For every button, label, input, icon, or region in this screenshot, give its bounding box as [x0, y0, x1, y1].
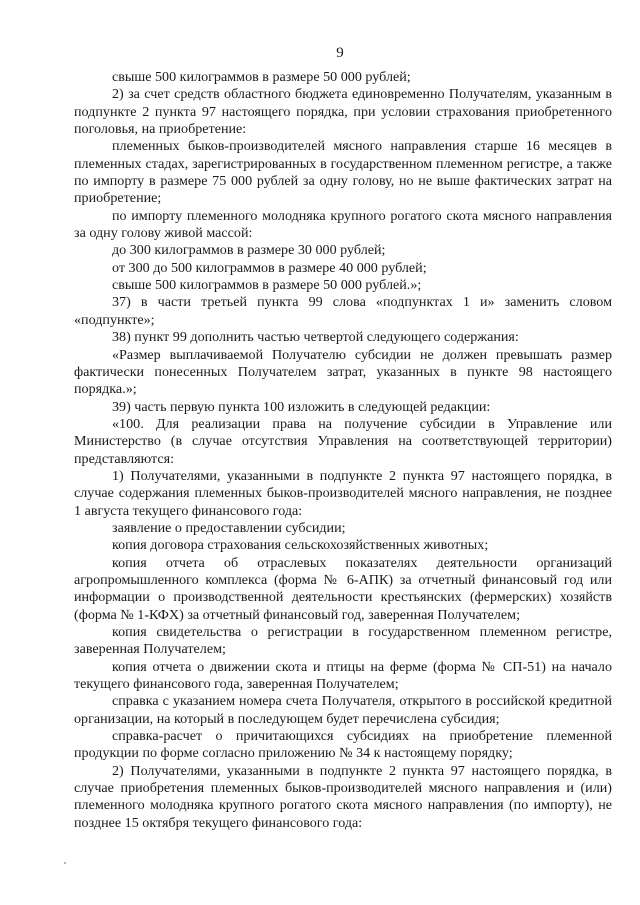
scan-speck [64, 862, 66, 864]
paragraph: 39) часть первую пункта 100 изложить в следующей редакции: [112, 398, 491, 415]
page-number: 9 [336, 45, 344, 61]
paragraph: «100. Для реализации права на получение субсидии в Управление или Министерство (в случае отсутствия Управления на соответствующей территории) представляются: [74, 415, 612, 467]
paragraph: племенных быков-производителей мясного направления старше 16 месяцев в племенных стадах, зарегистрированных в государственном племенном регистре, а также по импорту в размере 75 000 рублей за одну голову, но не выше фактических затрат на приобретение; [74, 138, 612, 207]
paragraph: от 300 до 500 килограммов в размере 40 000 рублей; [112, 259, 427, 276]
paragraph: справка с указанием номера счета Получателя, открытого в российской кредитной организации, на который в последующем будет перечислена субсидия; [74, 693, 612, 727]
paragraph: 1) Получателями, указанными в подпункте 2 пункта 97 настоящего порядка, в случае содержания племенных быков-производителей мясного направления, не позднее 1 августа текущего финансового года: [74, 467, 612, 519]
paragraph: по импорту племенного молодняка крупного рогатого скота мясного направления за одну голову живой массой: [74, 207, 612, 242]
paragraph: 38) пункт 99 дополнить частью четвертой следующего содержания: [112, 329, 519, 346]
paragraph: «Размер выплачиваемой Получателю субсидии не должен превышать размер фактически понесенных Получателем затрат, указанных в пункте 98 настоящего порядка.»; [74, 346, 612, 398]
paragraph: 2) Получателями, указанными в подпункте 2 пункта 97 настоящего порядка, в случае приобретения племенных быков-производителей мясного направления и (или) племенного молодняка крупного рогатого скота мясного направления (по импорту), не позднее 15 октября текущего финансового года: [74, 762, 612, 831]
paragraph: свыше 500 килограммов в размере 50 000 рублей.»; [112, 277, 422, 294]
paragraph: свыше 500 килограммов в размере 50 000 рублей; [112, 69, 411, 85]
paragraph: до 300 килограммов в размере 30 000 рублей; [112, 242, 386, 259]
paragraph: 2) за счет средств областного бюджета единовременно Получателям, указанным в подпункте 2 пункта 97 настоящего порядка, при условии страхования приобретенного поголовья, на приобретение: [74, 86, 612, 138]
paragraph: копия отчета о движении скота и птицы на ферме (форма № СП-51) на начало текущего финансового года, заверенная Получателем; [74, 658, 612, 693]
paragraph: 37) в части третьей пункта 99 слова «подпунктах 1 и» заменить словом «подпункте»; [74, 294, 612, 328]
paragraph: копия свидетельства о регистрации в государственном племенном регистре, заверенная Получателем; [74, 624, 612, 658]
paragraph: копия отчета об отраслевых показателях деятельности организаций агропромышленного комплекса (форма № 6-АПК) за отчетный финансовый год или информации о производственной деятельности крестьянских (фермерских) хозяйств (форма № 1-КФХ) за отчетный финансовый год, заверенная Получателем; [74, 554, 612, 623]
document-body [74, 69, 612, 832]
paragraph: копия договора страхования сельскохозяйственных животных; [112, 537, 489, 554]
paragraph: заявление о предоставлении субсидии; [112, 519, 346, 536]
paragraph: справка-расчет о причитающихся субсидиях на приобретение племенной продукции по форме согласно приложению № 34 к настоящему порядку; [74, 728, 612, 762]
